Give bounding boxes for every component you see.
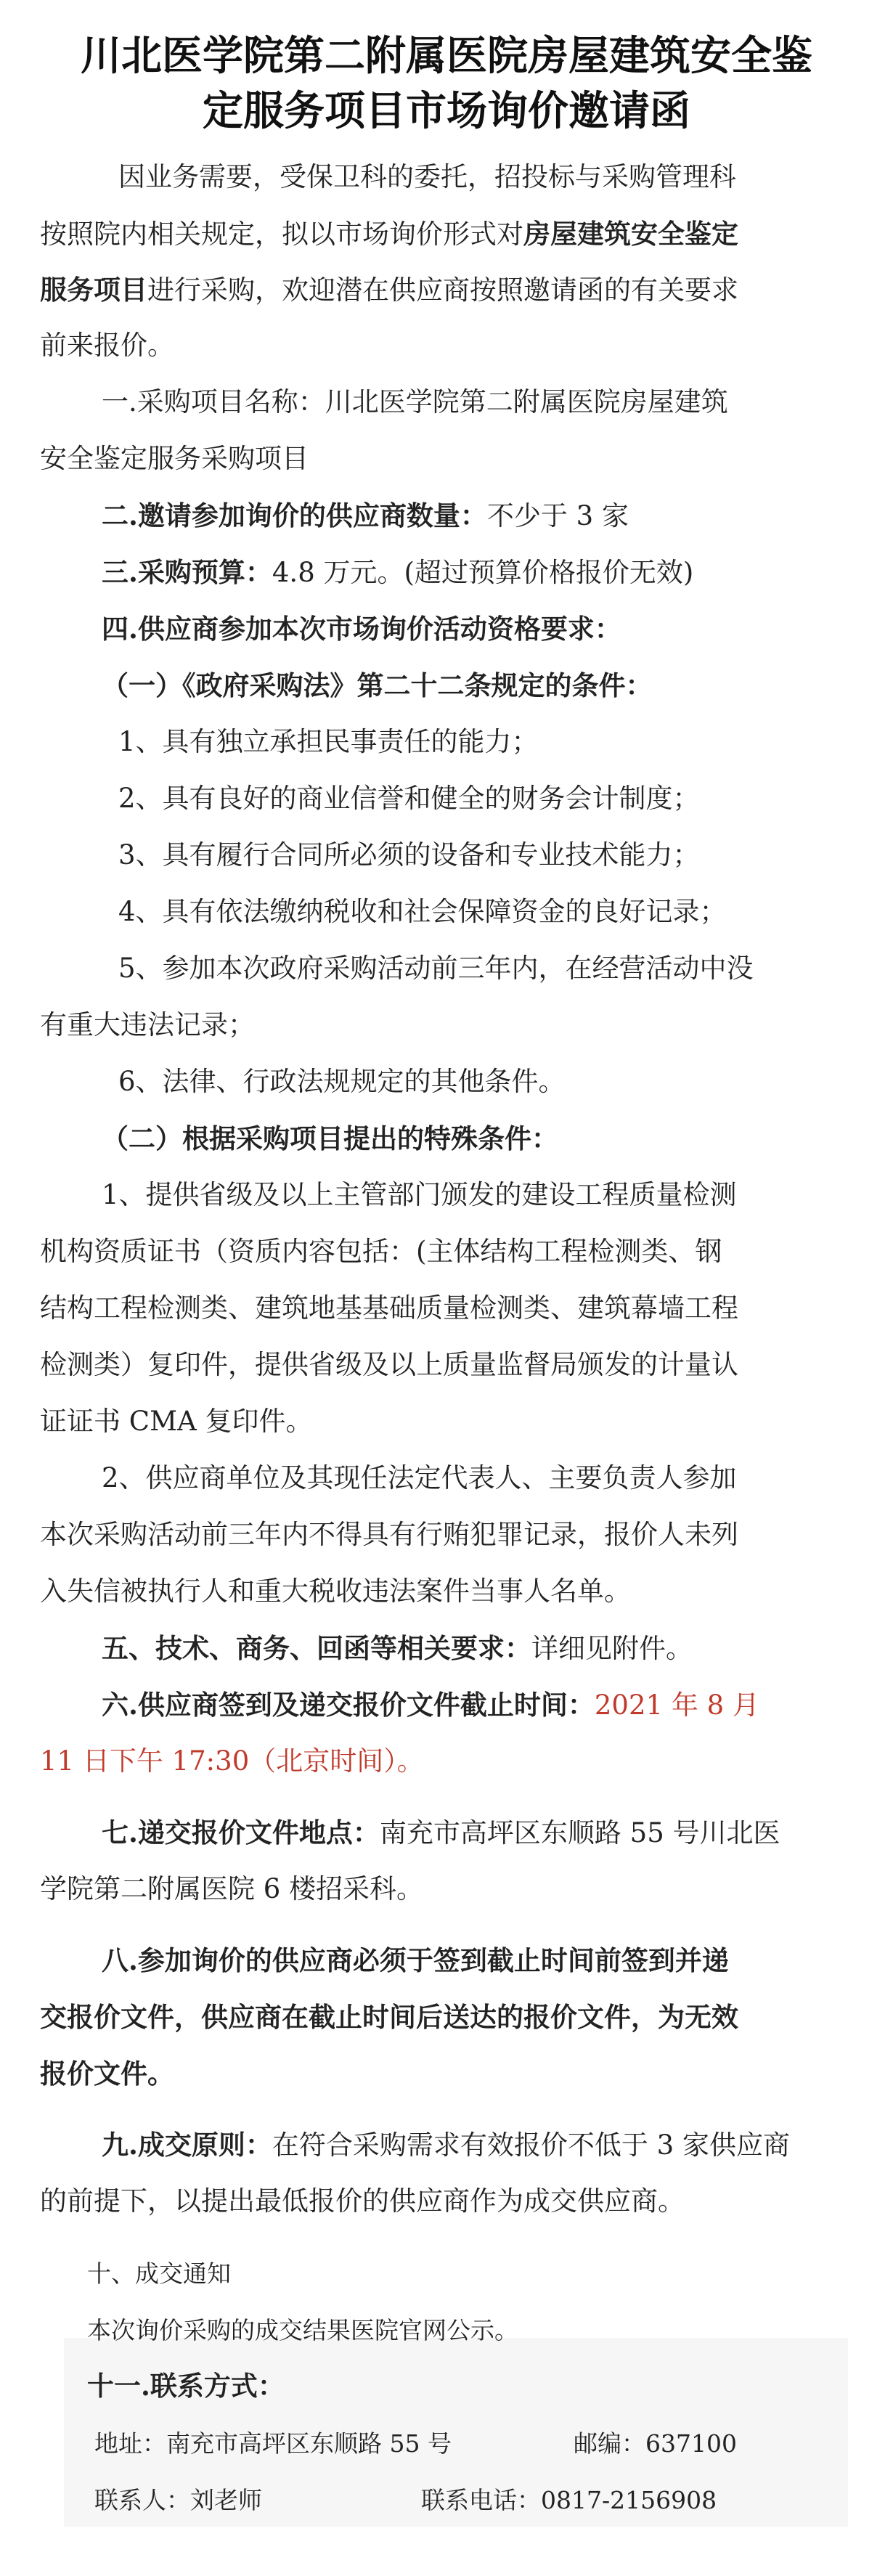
intro-line-2-bold: 房屋建筑安全鉴定	[523, 218, 738, 250]
sub-2-p2-line-1: 2、供应商单位及其现任法定代表人、主要负责人参加	[102, 1462, 737, 1493]
title-line-1: 川北医学院第二附属医院房屋建筑安全鉴	[81, 32, 812, 80]
section-9-line-2: 的前提下，以提出最低报价的供应商作为成交供应商。	[40, 2185, 685, 2217]
sub-2-p2-line-2: 本次采购活动前三年内不得具有行贿犯罪记录，报价人未列	[40, 1519, 738, 1550]
sub-2-heading: （二）根据采购项目提出的特殊条件：	[102, 1122, 558, 1154]
intro-line-2-text: 按照院内相关规定，拟以市场询价形式对	[40, 219, 523, 250]
sub-1-heading: （一）《政府采购法》第二十二条规定的条件：	[102, 669, 653, 701]
section-2-value: 不少于 3 家	[486, 500, 629, 531]
section-3-value: 4.8 万元。(超过预算价格报价无效)	[272, 557, 694, 588]
sub-1-item-4: 4、具有依法缴纳税收和社会保障资金的良好记录；	[118, 896, 727, 927]
contact-phone: 联系电话：0817-2156908	[421, 2486, 717, 2514]
sub-2-p1-line-3: 结构工程检测类、建筑地基基础质量检测类、建筑幕墙工程	[40, 1292, 738, 1324]
title-line-2: 定服务项目市场询价邀请函	[203, 87, 690, 135]
section-6-label: 六.供应商签到及递交报价文件截止时间：	[102, 1689, 595, 1721]
section-6-deadline: 2021 年 8 月	[594, 1690, 759, 1721]
section-1-line-1	[102, 385, 728, 420]
section-11-heading: 十一.联系方式：	[87, 2370, 285, 2402]
section-7-line-2: 学院第二附属医院 6 楼招采科。	[40, 1873, 424, 1904]
section-7-label: 七.递交报价文件地点：	[102, 1817, 380, 1849]
sub-1-item-5-line-1: 5、参加本次政府采购活动前三年内，在经营活动中没	[118, 953, 754, 984]
contact-postcode: 邮编：637100	[574, 2429, 737, 2458]
section-5-value: 详细见附件。	[531, 1633, 693, 1664]
sub-2-p1-line-5: 证证书 CMA 复印件。	[40, 1406, 313, 1437]
contact-address: 地址：南充市高坪区东顺路 55 号	[94, 2429, 452, 2458]
section-5-label: 五、技术、商务、回函等相关要求：	[102, 1632, 531, 1664]
sub-2-p1-line-4: 检测类）复印件，提供省级及以上质量监督局颁发的计量认	[40, 1349, 738, 1380]
section-10-heading: 十、成交通知	[87, 2259, 231, 2288]
sub-2-p1-line-1: 1、提供省级及以上主管部门颁发的建设工程质量检测	[102, 1179, 737, 1210]
contact-person: 联系人：刘老师	[94, 2486, 262, 2514]
intro-line-1: 因业务需要，受保卫科的委托，招投标与采购管理科	[118, 161, 736, 192]
intro-line-3-bold: 服务项目	[40, 274, 147, 306]
section-8-line-3: 报价文件。	[40, 2058, 174, 2090]
sub-1-item-1: 1、具有独立承担民事责任的能力；	[118, 726, 539, 757]
section-2-label: 二.邀请参加询价的供应商数量：	[102, 500, 487, 531]
section-1-value: 川北医学院第二附属医院房屋建筑	[325, 386, 728, 417]
intro-line-4: 前来报价。	[40, 330, 174, 361]
section-2	[102, 498, 629, 534]
sub-1-item-6: 6、法律、行政法规规定的其他条件。	[118, 1066, 566, 1097]
section-7-line-1	[102, 1815, 780, 1851]
section-8-line-1: 八.参加询价的供应商必须于签到截止时间前签到并递	[102, 1944, 729, 1976]
section-6-line-1	[102, 1687, 759, 1723]
intro-line-2	[40, 216, 738, 252]
section-3-label: 三.采购预算：	[102, 556, 272, 588]
section-9-label: 九.成交原则：	[102, 2129, 272, 2161]
intro-line-3-text: 进行采购，欢迎潜在供应商按照邀请函的有关要求	[147, 274, 738, 306]
sub-2-p1-line-2: 机构资质证书（资质内容包括：(主体结构工程检测类、钢	[40, 1236, 722, 1267]
section-1-label: 一.采购项目名称：	[102, 386, 325, 417]
intro-line-3	[40, 272, 738, 308]
section-9-line-1	[102, 2127, 790, 2163]
section-7-value: 南充市高坪区东顺路 55 号川北医	[379, 1817, 780, 1849]
sub-1-item-2: 2、具有良好的商业信誉和健全的财务会计制度；	[118, 783, 700, 814]
section-6-line-2: 11 日下午 17:30（北京时间）。	[40, 1745, 424, 1777]
sub-1-item-5-line-2: 有重大违法记录；	[40, 1009, 255, 1040]
section-10-value: 本次询价采购的成交结果医院官网公示。	[87, 2316, 518, 2344]
sub-2-p2-line-3: 入失信被执行人和重大税收违法案件当事人名单。	[40, 1576, 631, 1607]
sub-1-item-3: 3、具有履行合同所必须的设备和专业技术能力；	[118, 839, 700, 871]
section-4-heading: 四.供应商参加本次市场询价活动资格要求：	[102, 613, 621, 645]
section-3	[102, 555, 693, 590]
section-9-value: 在符合采购需求有效报价不低于 3 家供应商	[272, 2129, 790, 2161]
section-5	[102, 1631, 693, 1666]
section-8-line-2: 交报价文件，供应商在截止时间后送达的报价文件，为无效	[40, 2001, 738, 2033]
section-1-line-2: 安全鉴定服务采购项目	[40, 443, 309, 474]
